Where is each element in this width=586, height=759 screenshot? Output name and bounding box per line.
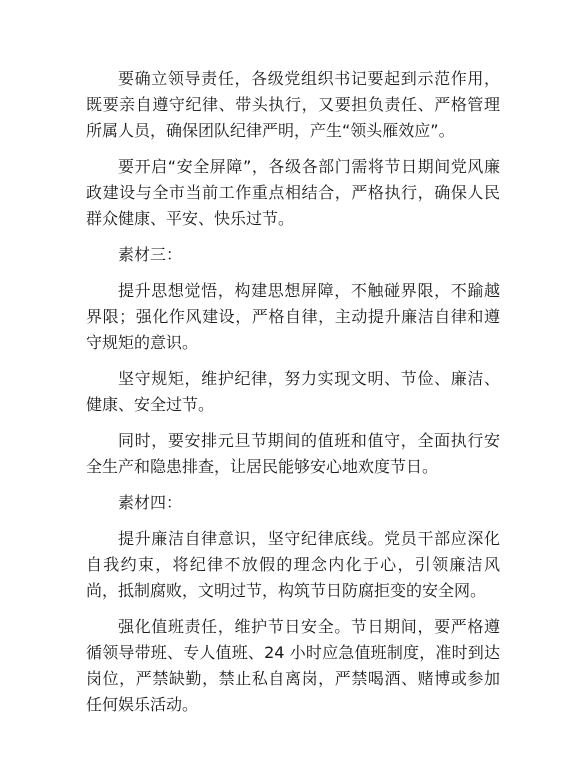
paragraph-duty-arrangement: 同时，要安排元旦节期间的值班和值守，全面执行安全生产和隐患排查，让居民能够安心地欢度节日。: [86, 431, 500, 476]
section-heading-material-4: 素材四：: [118, 493, 183, 512]
paragraph-integrity: 提升廉洁自律意识，坚守纪律底线。党员干部应深化自我约束，将纪律不放假的理念内化于心，引领廉洁风尚，抵制腐败，文明过节，构筑节日防腐拒变的安全网。: [86, 529, 500, 600]
paragraph-ideology: 提升思想觉悟，构建思想屏障，不触碰界限，不踰越界限；强化作风建设，严格自律，主动提升廉洁自律和遵守规矩的意识。: [86, 281, 500, 352]
paragraph-duty-responsibility: 强化值班责任，维护节日安全。节日期间，要严格遵循领导带班、专人值班、24 小时应急值班制度，准时到达岗位，严禁缺勤，禁止私自离岗，严禁喝酒、赌博或参加任何娱乐活动。: [86, 617, 500, 714]
paragraph-leadership: 要确立领导责任，各级党组织书记要起到示范作用，既要亲自遵守纪律、带头执行，又要担负责任、严格管理所属人员，确保团队纪律严明，产生“领头雁效应”。: [86, 69, 500, 140]
paragraph-safety-barrier: 要开启“安全屏障”，各级各部门需将节日期间党风廉政建设与全市当前工作重点相结合，严格执行，确保人民群众健康、平安、快乐过节。: [86, 157, 500, 228]
section-heading-material-3: 素材三：: [118, 245, 183, 264]
paragraph-discipline: 坚守规矩，维护纪律，努力实现文明、节俭、廉洁、健康、安全过节。: [86, 369, 500, 414]
document-page: [86, 66, 500, 718]
